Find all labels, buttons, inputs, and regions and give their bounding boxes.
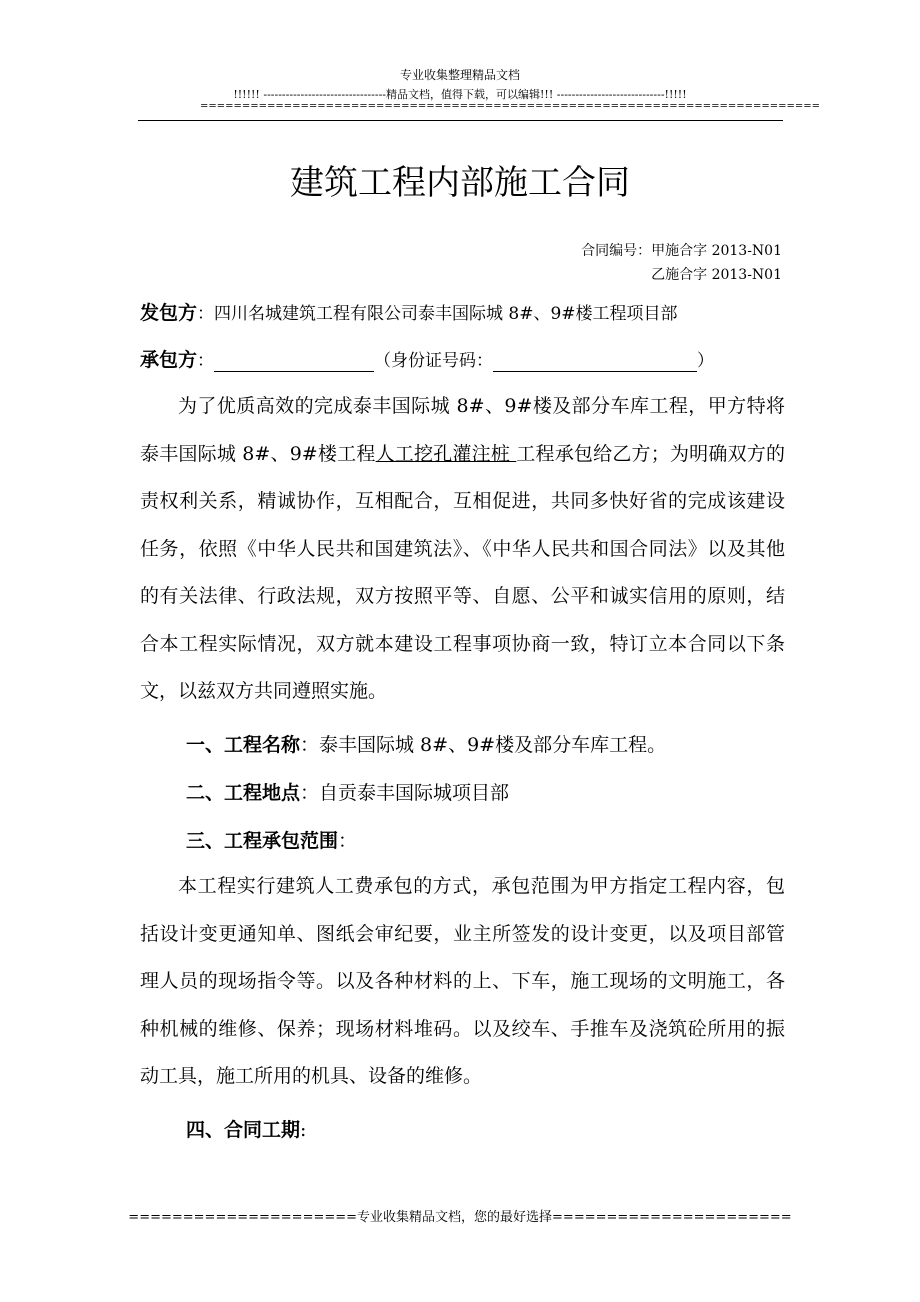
section-4 <box>186 1115 306 1142</box>
section-3-paragraph <box>140 863 785 1101</box>
section-2-label: 二、工程地点 <box>186 782 301 804</box>
section-4-label: 四、合同工期 <box>186 1119 301 1141</box>
contractor-name-blank <box>214 353 374 372</box>
section-3-value: ： <box>338 830 358 852</box>
intro-underlined-scope: 人工挖孔灌注桩 <box>375 442 517 465</box>
employer-value: 四川名城建筑工程有限公司泰丰国际城 8#、9#楼工程项目部 <box>214 304 678 324</box>
section-3-text: 本工程实行建筑人工费承包的方式，承包范围为甲方指定工程内容，包括设计变更通知单、图纸会审纪要，业主所签发的设计变更，以及项目部管理人员的现场指令等。以及各种材料的上、下车，施工现场的文明施工，各种机械的维修、保养；现场材料堆码。以及绞车、手推车及浇筑砼所用的振动工具，施工所用的机具、设备的维修。 <box>140 875 785 1087</box>
intro-part-2: 工程承包给乙方；为明确双方的责权利关系，精诚协作，互相配合，互相促进，共同多快好省的完成该建设任务，依照《中华人民共和国建筑法》、《中华人民共和国合同法》以及其他的有关法律、行政法规，双方按照平等、自愿、公平和诚实信用的原则，结合本工程实际情况，双方就本建设工程事项协商一致，特订立本合同以下条文，以兹双方共同遵照实施。 <box>140 442 785 702</box>
section-4-value: : <box>300 1119 307 1141</box>
contractor-line <box>140 345 714 372</box>
section-1-value: ：泰丰国际城 8#、9#楼及部分车库工程。 <box>300 734 667 756</box>
section-1-label: 一、工程名称 <box>186 734 301 756</box>
employer-colon: ： <box>197 304 215 324</box>
section-2-value: ：自贡泰丰国际城项目部 <box>300 782 510 804</box>
contractor-label: 承包方 <box>140 349 198 371</box>
header-line-3: ========================================================================== <box>200 101 821 112</box>
section-1 <box>186 730 666 757</box>
header-divider <box>138 120 783 121</box>
intro-paragraph <box>140 383 785 716</box>
employer-line <box>140 298 678 325</box>
employer-label: 发包方 <box>140 302 198 324</box>
contractor-id-open: （身份证号码： <box>374 351 494 371</box>
section-3 <box>186 826 357 853</box>
contractor-colon: ： <box>197 351 215 371</box>
contract-number-line-2: 乙施合字 2013-N01 <box>651 267 782 283</box>
contract-number-line-1: 合同编号：甲施合字 2013-N01 <box>581 243 782 259</box>
footer: =====================专业收集精品文档，您的最好选择====================== <box>128 1210 792 1225</box>
header-line-1: 专业收集整理精品文档 <box>399 68 520 82</box>
intro-part-1: 为了优质高效的完成泰丰国际城 8#、9#楼及部分车库工程，甲方特将泰丰国际城 8#、9#楼工程 <box>140 395 785 465</box>
contractor-id-blank <box>493 353 697 372</box>
contractor-id-close: ） <box>697 351 715 371</box>
header-line-2: !!!!!! ---------------------------------精品文档，值得下载，可以编辑!!! -----------------------------!!!!! <box>233 88 687 101</box>
section-2 <box>186 778 509 805</box>
section-3-label: 三、工程承包范围 <box>186 830 339 852</box>
document-title: 建筑工程内部施工合同 <box>290 163 630 203</box>
